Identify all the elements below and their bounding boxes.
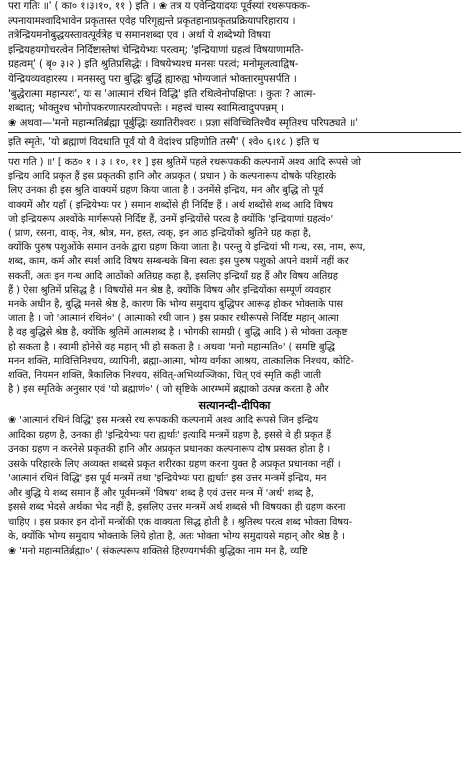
- sanskrit-commentary: [8, 0, 461, 131]
- commentary-line: उनका ग्रहण न करनेसे प्रकृतकी हानि और अप्रकृत प्रधानका कल्पनारूप दोष प्रसक्त होता है ।: [8, 444, 331, 456]
- commentary-line: के, क्योंकि भोग्य समुदाय भोक्ताके लिये होता है, अतः भोक्ता भोग्य समुदायसे महान् और श्रेष्ठ है ।: [8, 531, 345, 543]
- commentary-line: ❀ 'आत्मानं रथिनं विद्धि' इस मन्त्रसे रथ रूपककी कल्पनामें अश्व आदि रूपसे जिन इन्द्रिय: [8, 415, 319, 427]
- commentary-heading: सत्यानन्दी-दीपिका: [198, 399, 271, 413]
- hindi-translation: [8, 156, 461, 397]
- section-divider: [8, 152, 461, 153]
- sanskrit-line: येन्द्रियव्यवहारस्य । मनसस्तु परा बुद्धिः बुद्धिं ह्यारुह्य भोग्यजातं भोक्तारमुपसर्पति ।: [8, 73, 297, 85]
- commentary-line: 'आत्मानं रथिनं विद्धि' इस पूर्व मन्त्रमें तथा 'इन्द्रियेभ्यः परा ह्यर्थाः' इस उत्तर मन्त्रमें इन्द्रिय, मन: [8, 473, 327, 485]
- hindi-line: जाता है । जो 'आत्मानं रथिनं०' ( आत्माको रथी जान ) इस प्रकार रथीरूपसे निर्दिष्ट महान् आत्मा: [8, 313, 339, 325]
- hindi-line: सकतीं, अतः इन गन्ध आदि आठोंको अतिग्रह कहा है, इसलिए इन्द्रियाँ ग्रह हैं और विषय अतिग्रह: [8, 270, 338, 282]
- hindi-line: है वह बुद्धिसे श्रेष्ठ है, क्योंकि श्रुतिमें आत्मशब्द है । भोगकी सामग्री ( बुद्धि आदि ) से भोक्ता उत्कृष्ट: [8, 327, 348, 339]
- hindi-line: है ) इस स्मृतिके अनुसार एवं 'यो ब्रह्माणं०' ( जो सृष्टिके आरम्भमें ब्रह्माको उत्पन्न करता है और: [8, 384, 329, 396]
- sanskrit-line: परा गतिः ॥' ( का० १।३।१०, ११ ) इति । ❀ तत्र य एवेन्द्रियादयः पूर्वस्यां रथरूपकक-: [8, 1, 311, 12]
- sanskrit-line: तत्रेन्द्रियमनोबुद्धयस्तावत्पूर्वत्रेह च समानशब्दा एव । अर्था ये शब्देभ्यो विषया: [8, 30, 271, 42]
- hindi-line: ( प्राण, रसना, वाक्, नेत्र, श्रोत्र, मन, हस्त, त्वक्, इन आठ इन्द्रियोंको श्रुतिने ग्रह कहा है,: [8, 227, 311, 239]
- hindi-line: क्योंकि पुरुष पशुओंके समान उनके द्वारा ग्रहण किया जाता है। परन्तु ये इन्द्रियां भी गन्ध, रस, नाम, रूप,: [8, 242, 366, 254]
- sanskrit-line: ल्पनायामश्वादिभावेन प्रकृतास्त एवेह परिगृह्यन्ते प्रकृतहानाप्रकृतप्रक्रियापरिहाराय ।: [8, 15, 296, 27]
- hindi-line: लिए उनका ही इस श्रुति वाक्यमें ग्रहण किया जाता है । उनमेंसे इन्द्रिय, मन और बुद्धि तो पूर्व: [8, 185, 324, 197]
- hindi-line: वाक्यमें और यहाँ ( इन्द्रियेभ्यः पर ) समान शब्दोंसे ही निर्दिष्ट हैं । अर्थ शब्दोंसे शब्द आदि विषय: [8, 199, 333, 211]
- commentary-body: [8, 414, 461, 559]
- hindi-line: शक्ति, नियमन शक्ति, त्रैकालिक निश्चय, संवित्-अभिव्यञ्जिका, चित् एवं स्मृति कही जाती: [8, 369, 321, 381]
- hindi-line: मनन शक्ति, मावित्तिनिश्चय, व्यापिनी, ब्रह्मा-आत्मा, भोग्य वर्गका आश्रय, तात्कालिक निश्चय, कोटि-: [8, 355, 354, 367]
- hindi-line: हैं ) ऐसा श्रुतिमें प्रसिद्ध है । विषयोंसे मन श्रेष्ठ है, क्योंकि विषय और इन्द्रियोंका सम्पूर्ण व्यवहार: [8, 284, 331, 296]
- commentary-line: उसके परिहारके लिए अव्यक्त शब्दसे प्रकृत शरीरका ग्रहण करना युक्त है अप्रकृत प्रधानका नहीं ।: [8, 458, 341, 470]
- sanskrit-tail-line: इति स्मृतेः, 'यो ब्रह्माणं विदधाति पूर्वं यो वै वेदांश्च प्रहिणोति तस्मै' ( श्वे० ६।१८ ) इति च: [8, 137, 319, 149]
- sanskrit-line: 'बुद्धेरात्मा महान्परः', यः स 'आत्मानं रथिनं विद्धि' इति रथित्वेनोपक्षिप्तः । कुतः ? आत्म-: [8, 88, 316, 100]
- commentary-line: चाहिए । इस प्रकार इन दोनों मन्त्रोंकी एक वाक्यता सिद्ध होती है । श्रुतिस्थ परत्व शब्द भोक्ता विषय-: [8, 516, 353, 528]
- commentary-line: ❀ 'मनो महान्मतिर्ब्रह्मा०' ( संकल्परूप शक्तिसे हिरण्यगर्भकी बुद्धिका नाम मन है, व्यष्टि: [8, 545, 308, 557]
- sanskrit-line: ग्रहत्वम्' ( बृ० ३।२ ) इति श्रुतिप्रसिद्धेः । विषयेभ्यश्च मनसः परत्वं; मनोमूलत्वाद्विष-: [8, 59, 299, 71]
- hindi-line: परा गति ) ॥' [ कठ० १ । ३ । १०, ११ ] इस श्रुतिमें पहले रथरूपककी कल्पनामें अश्व आदि रूपसे जो: [8, 156, 361, 168]
- commentary-line: आदिका ग्रहण है, उनका ही 'इन्द्रियेभ्यः परा ह्यर्थाः' इत्यादि मन्त्रमें ग्रहण है, इससे वे ही प्रकृत हैं: [8, 429, 332, 441]
- hindi-line: हो सकता है । स्वामी होनेसे वह महान् भी हो सकता है । अथवा 'मनो महान्मति०' ( समष्टि बुद्धि: [8, 341, 335, 353]
- hindi-line: शब्द, काम, कर्म और स्पर्श आदि विषय सम्बन्धके बिना स्वतः इस पुरुष पशुको अपने वशमें नहीं कर: [8, 256, 349, 268]
- commentary-line: और बुद्धि ये शब्द समान हैं और पूर्वमन्त्रमें 'विषय' शब्द है एवं उत्तर मन्त्र में 'अर्थ' शब्द है,: [8, 487, 314, 499]
- sanskrit-line: शब्दात्; भोक्तुश्च भोगोपकरणात्परत्वोपपत्तेः । महत्त्वं चास्य स्वामित्वादुपपन्नम् ।: [8, 103, 284, 115]
- hindi-line: इन्द्रिय आदि प्रकृत हैं इस प्रकृतकी हानि और अप्रकृत ( प्रधान ) के कल्पनारूप दोषके परिहारके: [8, 171, 337, 183]
- sanskrit-line: ❀ अथवा—'मनो महान्मतिर्ब्रह्मा पूर्बुद्धिः ख्यातिरीश्वरः । प्रज्ञा संविच्चितिश्चैव स्मृतिश्च परिपठ्यते ॥': [8, 117, 358, 129]
- hindi-line: जो इन्द्रियरूप अश्वोंके मार्गरूपसे निर्दिष्ट हैं, उनमें इन्द्रियोंसे परत्व है क्योंकि 'इन्द्रियाणां ग्रहत्वं०': [8, 213, 334, 225]
- hindi-line: मनके अधीन है, बुद्धि मनसे श्रेष्ठ है, कारण कि भोग्य समुदाय बुद्धिपर आरूढ़ होकर भोक्ताके पास: [8, 298, 343, 310]
- commentary-line: इससे शब्द भेदसे अर्थका भेद नहीं है, इसलिए उत्तर मन्त्रमें अर्थ शब्दसे भी विषयका ही ग्रहण करना: [8, 502, 346, 514]
- section-divider: [8, 132, 461, 133]
- sanskrit-line: इन्द्रियहयगोचरत्वेन निर्दिष्टास्तेषां चेन्द्रियेभ्यः परत्वम्; 'इन्द्रियाणां ग्रहत्वं विषयाणामति-: [8, 44, 304, 56]
